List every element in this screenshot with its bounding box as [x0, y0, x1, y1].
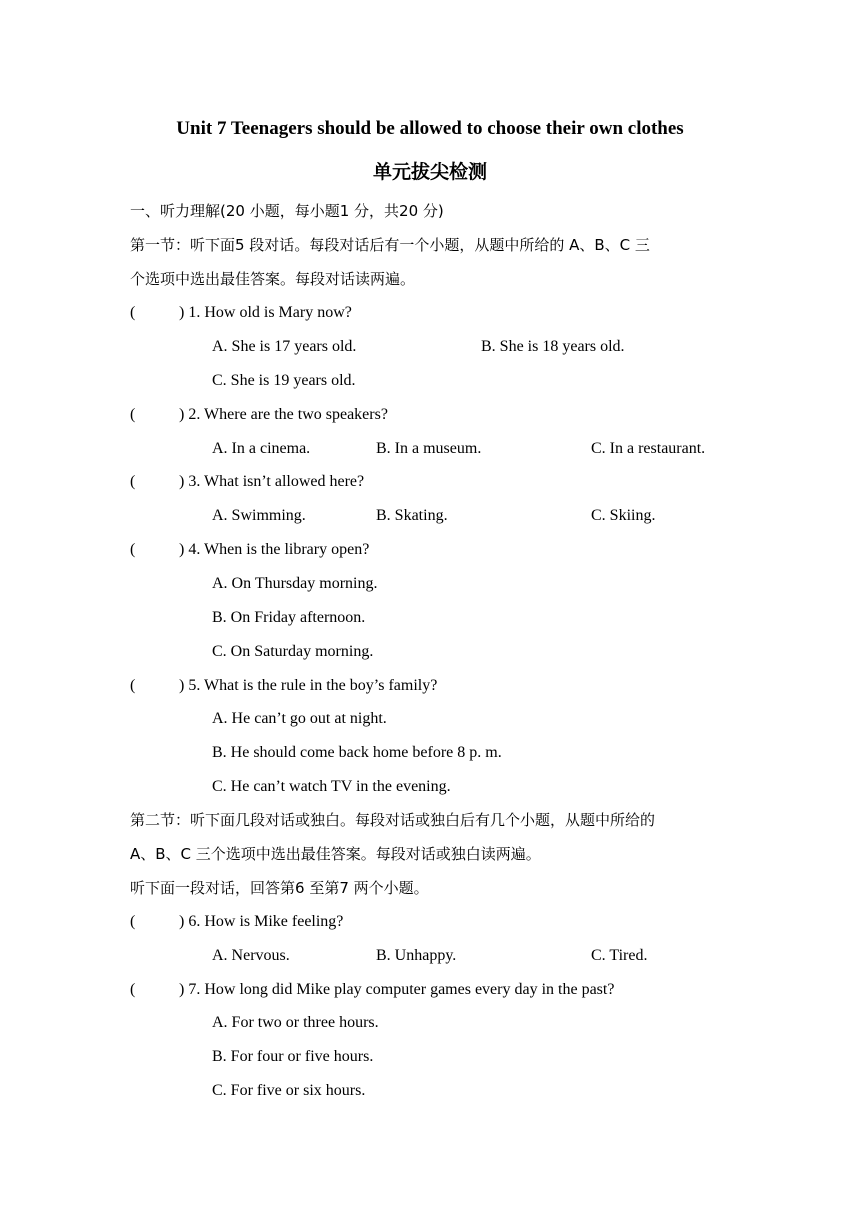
q2-option-b: B. In a museum.	[376, 440, 482, 457]
q3-option-c: C. Skiing.	[591, 507, 656, 524]
answer-blank-open: (	[130, 981, 136, 998]
answer-blank-open: (	[130, 304, 136, 321]
section2-dialogue-instruction: 听下面一段对话，回答第6 至第7 两个小题。	[130, 879, 429, 897]
part1-heading: 一、听力理解(20 小题，每小题1 分，共20 分)	[130, 202, 444, 220]
section2-instruction-line2: A、B、C 三个选项中选出最佳答案。每段对话或独白读两遍。	[130, 845, 541, 863]
page-subtitle: 单元拔尖检测	[372, 161, 487, 183]
q2-option-a: A. In a cinema.	[212, 440, 311, 457]
answer-blank-open: (	[130, 406, 136, 423]
question-text: ) 6. How is Mike feeling?	[179, 913, 344, 930]
q7-option-a: A. For two or three hours.	[212, 1014, 379, 1031]
question-text: ) 2. Where are the two speakers?	[179, 406, 388, 423]
section2-instruction-line1: 第二节：听下面几段对话或独白。每段对话或独白后有几个小题，从题中所给的	[130, 811, 656, 829]
question-text: ) 1. How old is Mary now?	[179, 304, 352, 321]
answer-blank-open: (	[130, 541, 136, 558]
q1-option-c: C. She is 19 years old.	[212, 372, 356, 389]
answer-blank-open: (	[130, 913, 136, 930]
q4-option-b: B. On Friday afternoon.	[212, 609, 366, 626]
q5-option-b: B. He should come back home before 8 p. m.	[212, 744, 502, 761]
answer-blank-open: (	[130, 677, 136, 694]
section1-instruction-line1: 第一节：听下面5 段对话。每段对话后有一个小题，从题中所给的 A、B、C 三	[130, 236, 650, 254]
question-text: ) 4. When is the library open?	[179, 541, 370, 558]
q4-option-c: C. On Saturday morning.	[212, 643, 374, 660]
q6-option-b: B. Unhappy.	[376, 947, 457, 964]
q6-option-a: A. Nervous.	[212, 947, 290, 964]
question-text: ) 7. How long did Mike play computer games every day in the past?	[179, 981, 615, 998]
q2-option-c: C. In a restaurant.	[591, 440, 706, 457]
q3-option-a: A. Swimming.	[212, 507, 306, 524]
q5-option-a: A. He can’t go out at night.	[212, 710, 387, 727]
q1-option-a: A. She is 17 years old.	[212, 338, 357, 355]
q1-option-b: B. She is 18 years old.	[481, 338, 625, 355]
q3-option-b: B. Skating.	[376, 507, 448, 524]
q5-option-c: C. He can’t watch TV in the evening.	[212, 778, 451, 795]
question-text: ) 3. What isn’t allowed here?	[179, 473, 365, 490]
q6-option-c: C. Tired.	[591, 947, 648, 964]
answer-blank-open: (	[130, 473, 136, 490]
q7-option-c: C. For five or six hours.	[212, 1082, 366, 1099]
page-title: Unit 7 Teenagers should be allowed to choose their own clothes	[176, 118, 684, 139]
q4-option-a: A. On Thursday morning.	[212, 575, 378, 592]
question-text: ) 5. What is the rule in the boy’s family?	[179, 677, 438, 694]
section1-instruction-line2: 个选项中选出最佳答案。每段对话读两遍。	[130, 270, 416, 288]
q7-option-b: B. For four or five hours.	[212, 1048, 374, 1065]
